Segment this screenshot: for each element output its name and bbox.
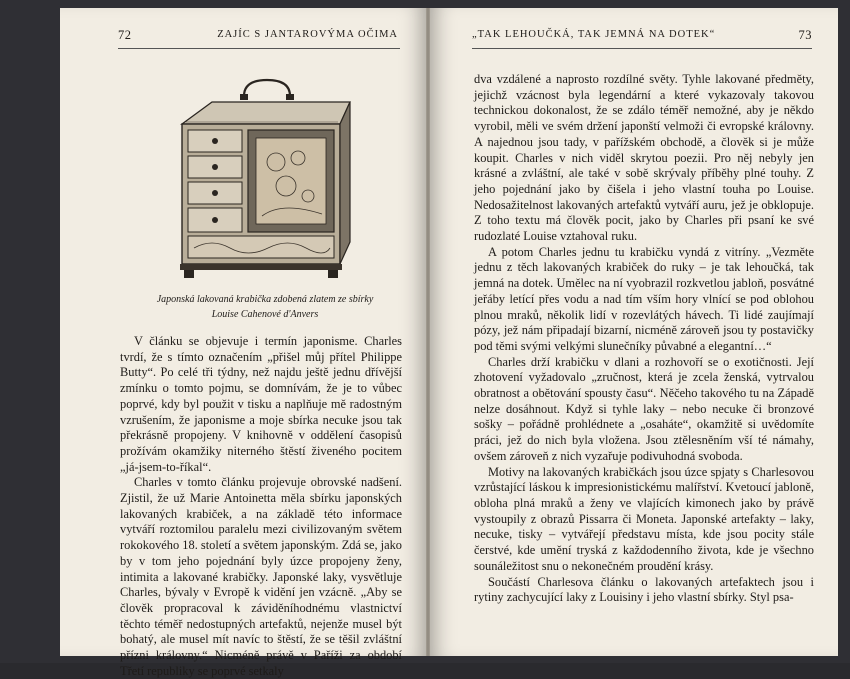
right-page-number: 73 [798,28,812,42]
body-paragraph: Motivy na lakovaných krabičkách jsou úzce spjaty s Charlesovou vzrůstající láskou k impresionistickému malířství. Kvetoucí jabloně, obloha plná mraků a ženy ve vlajících kimonech jako by právě vystoupily z obrazů Pissarra či Moneta. Japonské artefakty – laky, necuke, tisky – vytvářejí představu místa, kde jsou pocity stále čerstvé, kde umění tryská z každodenního života, kde je všechno sounáležitost snu o nekonečném proudění krásy. [474,464,814,573]
left-page-number: 72 [118,28,132,42]
body-paragraph: V článku se objevuje i termín japonisme. Charles tvrdí, že s tímto označením „přišel můj přítel Philippe Butty“. Po celé tři týdny, než najdu ještě jednu dřívější zmínku o tomto pojmu, se domnívám, že je to vůbec poprvé, kdy byl použit v tisku a naplňuje mě radostným vzrušením, že japonisme a moje sbírka necuke jsou tak překrásně propojeny. V knihovně v oddělení časopisů prožívám okamžiky niterného štěstí živeného pocitem „já-jsem-to-říkal“. [120,334,402,474]
lacquer-cabinet-engraving-icon [172,66,362,282]
body-paragraph: Charles drží krabičku v dlani a rozhovoří se o exotičnosti. Její zhotovení vyžadovalo „zručnost, která je zcela ženská, vytrvalou obratnost a obětování spousty času“. Něčeho takového tu na Západě nelze dosáhnout. Když si tyhle laky – nebo necuke či bronzové sošky – pořádně prohlédnete a „osaháte“, okamžitě si uvědomíte práci, jež do nich byla vložena. Jsou ztělesněním vší té námahy, ovšem zároveň z nich vyzařuje podivuhodná svoboda. [474,354,814,463]
illustration-caption [130,292,400,322]
left-page-body [120,334,402,679]
left-running-head: ZAJÍC S JANTAROVÝMA OČIMA [217,29,398,40]
body-paragraph: Charles v tomto článku projevuje obrovské nadšení. Zjistil, že už Marie Antoinetta měla sbírku japonských lakovaných krabiček, a na základě této informace vytváří roztomilou paralelu mezi civilizovaným světem rokokového 18. století a světem japonským. Zdá se, jako by v tom jeho pojednání byly úzce propojeny ženy, intimita a lakované krabičky. Japonské laky, vysvětluje Charles, bývaly v Evropě k vidění jen vzácně. „Aby se člověk propracoval k záviděníhodnému vlastnictví těchto téměř nedostupných artefaktů, nejenže musel být bohatý, ale musel mít navíc to štěstí, že se těšil zvláštní přízni královny.“ Nicméně právě v Paříži za období Třetí republiky se poprvé setkaly [120,475,402,678]
right-page-body [474,72,814,606]
right-header-rule [472,48,812,49]
body-paragraph: dva vzdálené a naprosto rozdílné světy. Tyhle lakované předměty, jejichž vzácnost byla legendární a které vykazovaly takovou technickou dokonalost, že se zdálo téměř nemožné, aby je někdo vyrobil, měli ve svém držení japonští velmoži či evropské královny. A najednou jsou tady, v pařížském obchodě, a člověk si je může koupit. Charles v nich viděl skrytou poezii. Pro něj nebyly jen krásné a zvláštní, ale také v sobě skrývaly příběhy plné touhy. Z jeho pojednání jako by čišela i jeho vlastní touha po Louise. Nedosažitelnost lakovaných artefaktů vytváří auru, jež je obklopuje. Z toho textu má člověk pocit, jako by Charles při psaní ke své rudozlaté Louise vztahoval ruku. [474,72,814,244]
caption-line-1: Japonská lakovaná krabička zdobená zlatem ze sbírky [156,294,374,305]
body-paragraph: A potom Charles jednu tu krabičku vyndá z vitríny. „Vezměte jednu z těch lakovaných krabiček do ruky – je tak lehoučká, tak jemná na dotek. Umělec na ní vyobrazil rozkvetlou jabloň, posvátné jeřáby letící přes vodu a nad tím vším hory vlnící se pod oblohou plnou mraků, několik lidí v rozevlátých hávech. Ti lidé zaujímají pózy, jež nám připadají bizarní, nicméně zároveň jsou ty postavičky pod těmi svými velkými slunečníky půvabné a elegantní…“ [474,244,814,353]
right-page [430,8,838,656]
left-page [60,8,426,678]
right-running-head: „TAK LEHOUČKÁ, TAK JEMNÁ NA DOTEK“ [472,29,716,40]
caption-line-2: Louise Cahenové d'Anvers [211,309,319,320]
left-header-rule [118,48,400,49]
body-paragraph: Součástí Charlesova článku o lakovaných artefaktech jsou i rytiny zachycující laky z Louisiny i jeho vlastní sbírky. Styl psa- [474,574,814,605]
